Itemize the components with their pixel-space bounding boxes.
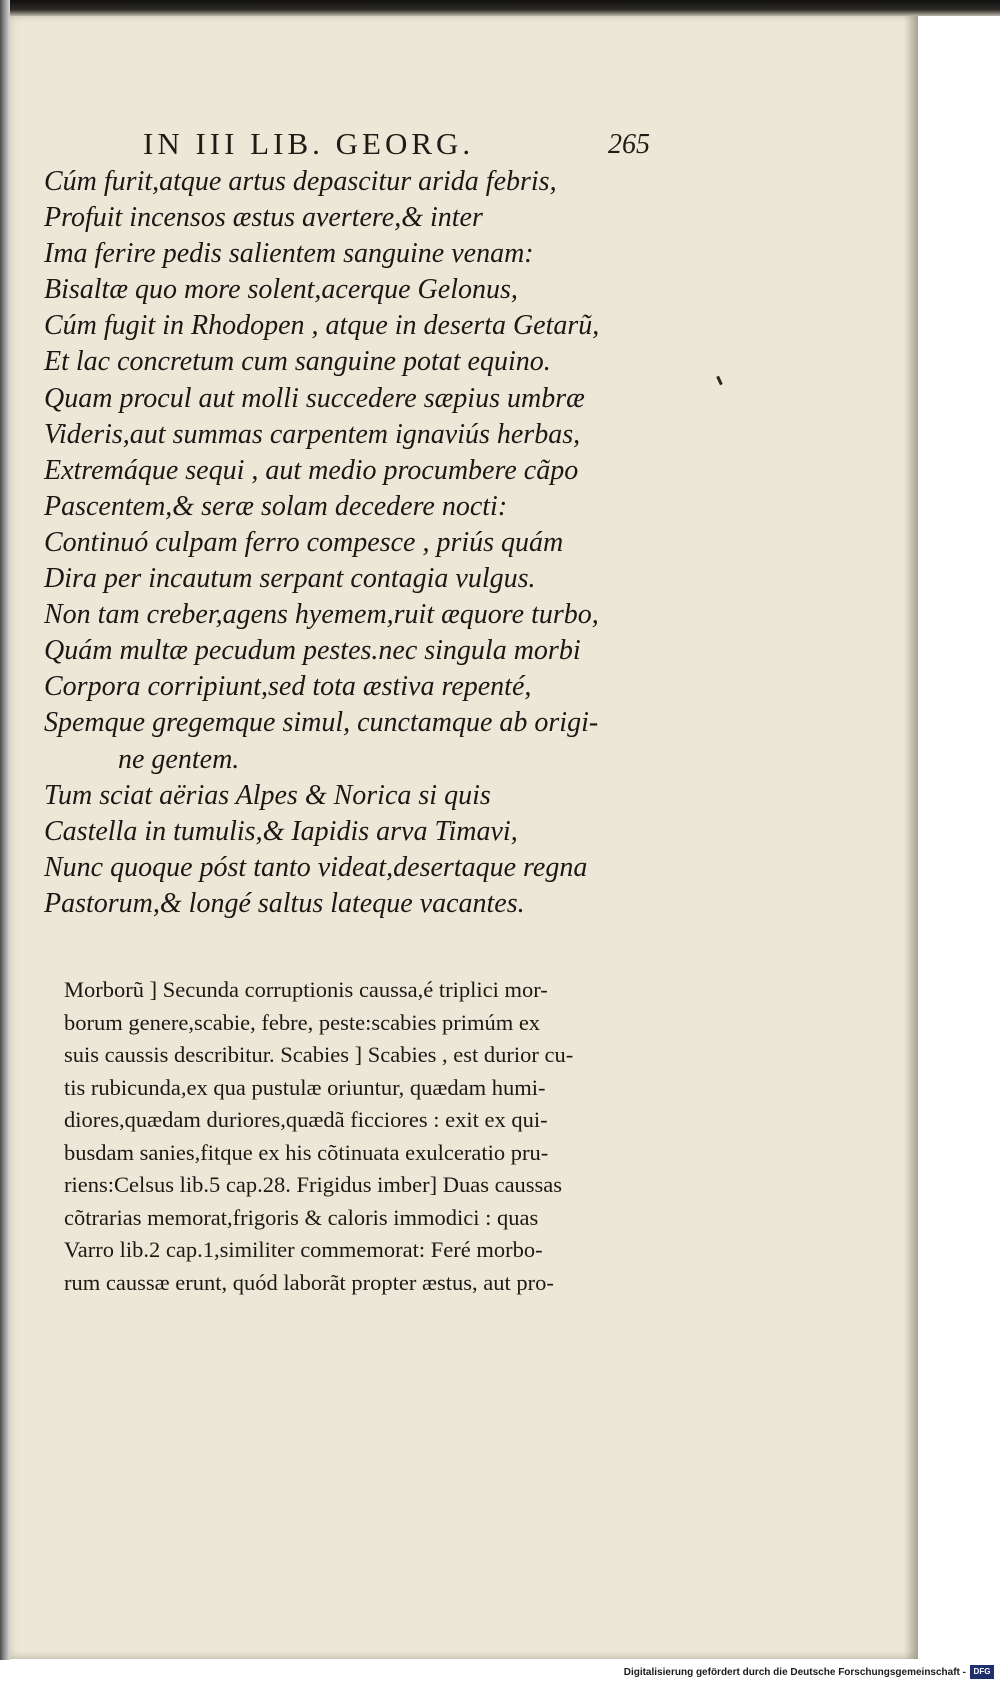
digitization-footer <box>0 1660 1000 1688</box>
book-page <box>8 14 918 1659</box>
commentary-line: Varro lib.2 cap.1,similiter commemorat: Feré morbo- <box>64 1237 543 1262</box>
verse-line: Castella in tumulis,& Iapidis arva Timavi, <box>44 815 518 847</box>
verse-line-continuation: ne gentem. <box>118 743 240 775</box>
dfg-logo: DFG <box>970 1665 994 1679</box>
page-number: 265 <box>608 129 650 160</box>
verse-line: Videris,aut summas carpentem ignaviús herbas, <box>44 418 581 450</box>
verse-line: Extremáque sequi , aut medio procumbere cãpo <box>44 454 579 486</box>
verse-line: Dira per incautum serpant contagia vulgus. <box>44 563 536 595</box>
verse-line: Bisaltæ quo more solent,acerque Gelonus, <box>44 274 518 306</box>
commentary-line: diores,quædam duriores,quædã ficciores : exit ex qui- <box>64 1107 548 1132</box>
verse-line: Non tam creber,agens hyemem,ruit æquore turbo, <box>44 599 599 631</box>
commentary-block <box>64 974 674 1299</box>
commentary-line: riens:Celsus lib.5 cap.28. Frigidus imber] Duas caussas <box>64 1172 563 1197</box>
commentary-line: cõtrarias memorat,frigoris & caloris immodici : quas <box>64 1204 539 1230</box>
running-head: IN III LIB. GEORG. <box>143 126 475 161</box>
verse-line: Profuit incensos æstus avertere,& inter <box>44 202 483 234</box>
verse-line: Cúm furit,atque artus depascitur arida febris, <box>44 166 557 197</box>
funding-credit: Digitalisierung gefördert durch die Deutsche Forschungsgemeinschaft - <box>623 1667 966 1678</box>
binding-shadow-top <box>0 0 1000 16</box>
commentary-line: busdam sanies,fitque ex his cõtinuata exulceratio pru- <box>64 1139 549 1165</box>
verse-line: Corpora corripiunt,sed tota æstiva repenté, <box>44 671 532 703</box>
verse-line: Quam procul aut molli succedere sæpius umbræ <box>44 382 585 414</box>
page-header <box>8 126 918 166</box>
verse-line: Spemque gregemque simul, cunctamque ab origi- <box>44 707 599 739</box>
binding-shadow-left <box>0 0 10 1660</box>
commentary-line: rum caussæ erunt, quód laborãt propter æstus, aut pro- <box>64 1269 554 1295</box>
verse-line: Et lac concretum cum sanguine potat equino. <box>44 346 551 378</box>
commentary-line: suis caussis describitur. Scabies ] Scabies , est durior cu- <box>64 1042 574 1067</box>
verse-line: Pascentem,& seræ solam decedere nocti: <box>44 490 508 522</box>
ink-speck <box>716 376 723 385</box>
verse-line: Ima ferire pedis salientem sanguine venam: <box>44 238 534 270</box>
verse-line: Continuó culpam ferro compesce , priús quám <box>44 526 564 558</box>
verse-line: Nunc quoque póst tanto videat,desertaque regna <box>44 851 588 883</box>
verse-line: Pastorum,& longé saltus lateque vacantes. <box>44 887 525 919</box>
commentary-line: tis rubicunda,ex qua pustulæ oriuntur, quædam humi- <box>64 1074 546 1100</box>
verse-line: Cúm fugit in Rhodopen , atque in deserta Getarũ, <box>44 310 600 342</box>
commentary-line: borum genere,scabie, febre, peste:scabies primúm ex <box>64 1009 541 1035</box>
verse-line: Quám multæ pecudum pestes.nec singula morbi <box>44 635 581 667</box>
verse-block <box>44 164 674 922</box>
commentary-line: Morborũ ] Secunda corruptionis caussa,é triplici mor- <box>64 977 548 1002</box>
verse-line: Tum sciat aërias Alpes & Norica si quis <box>44 779 491 811</box>
